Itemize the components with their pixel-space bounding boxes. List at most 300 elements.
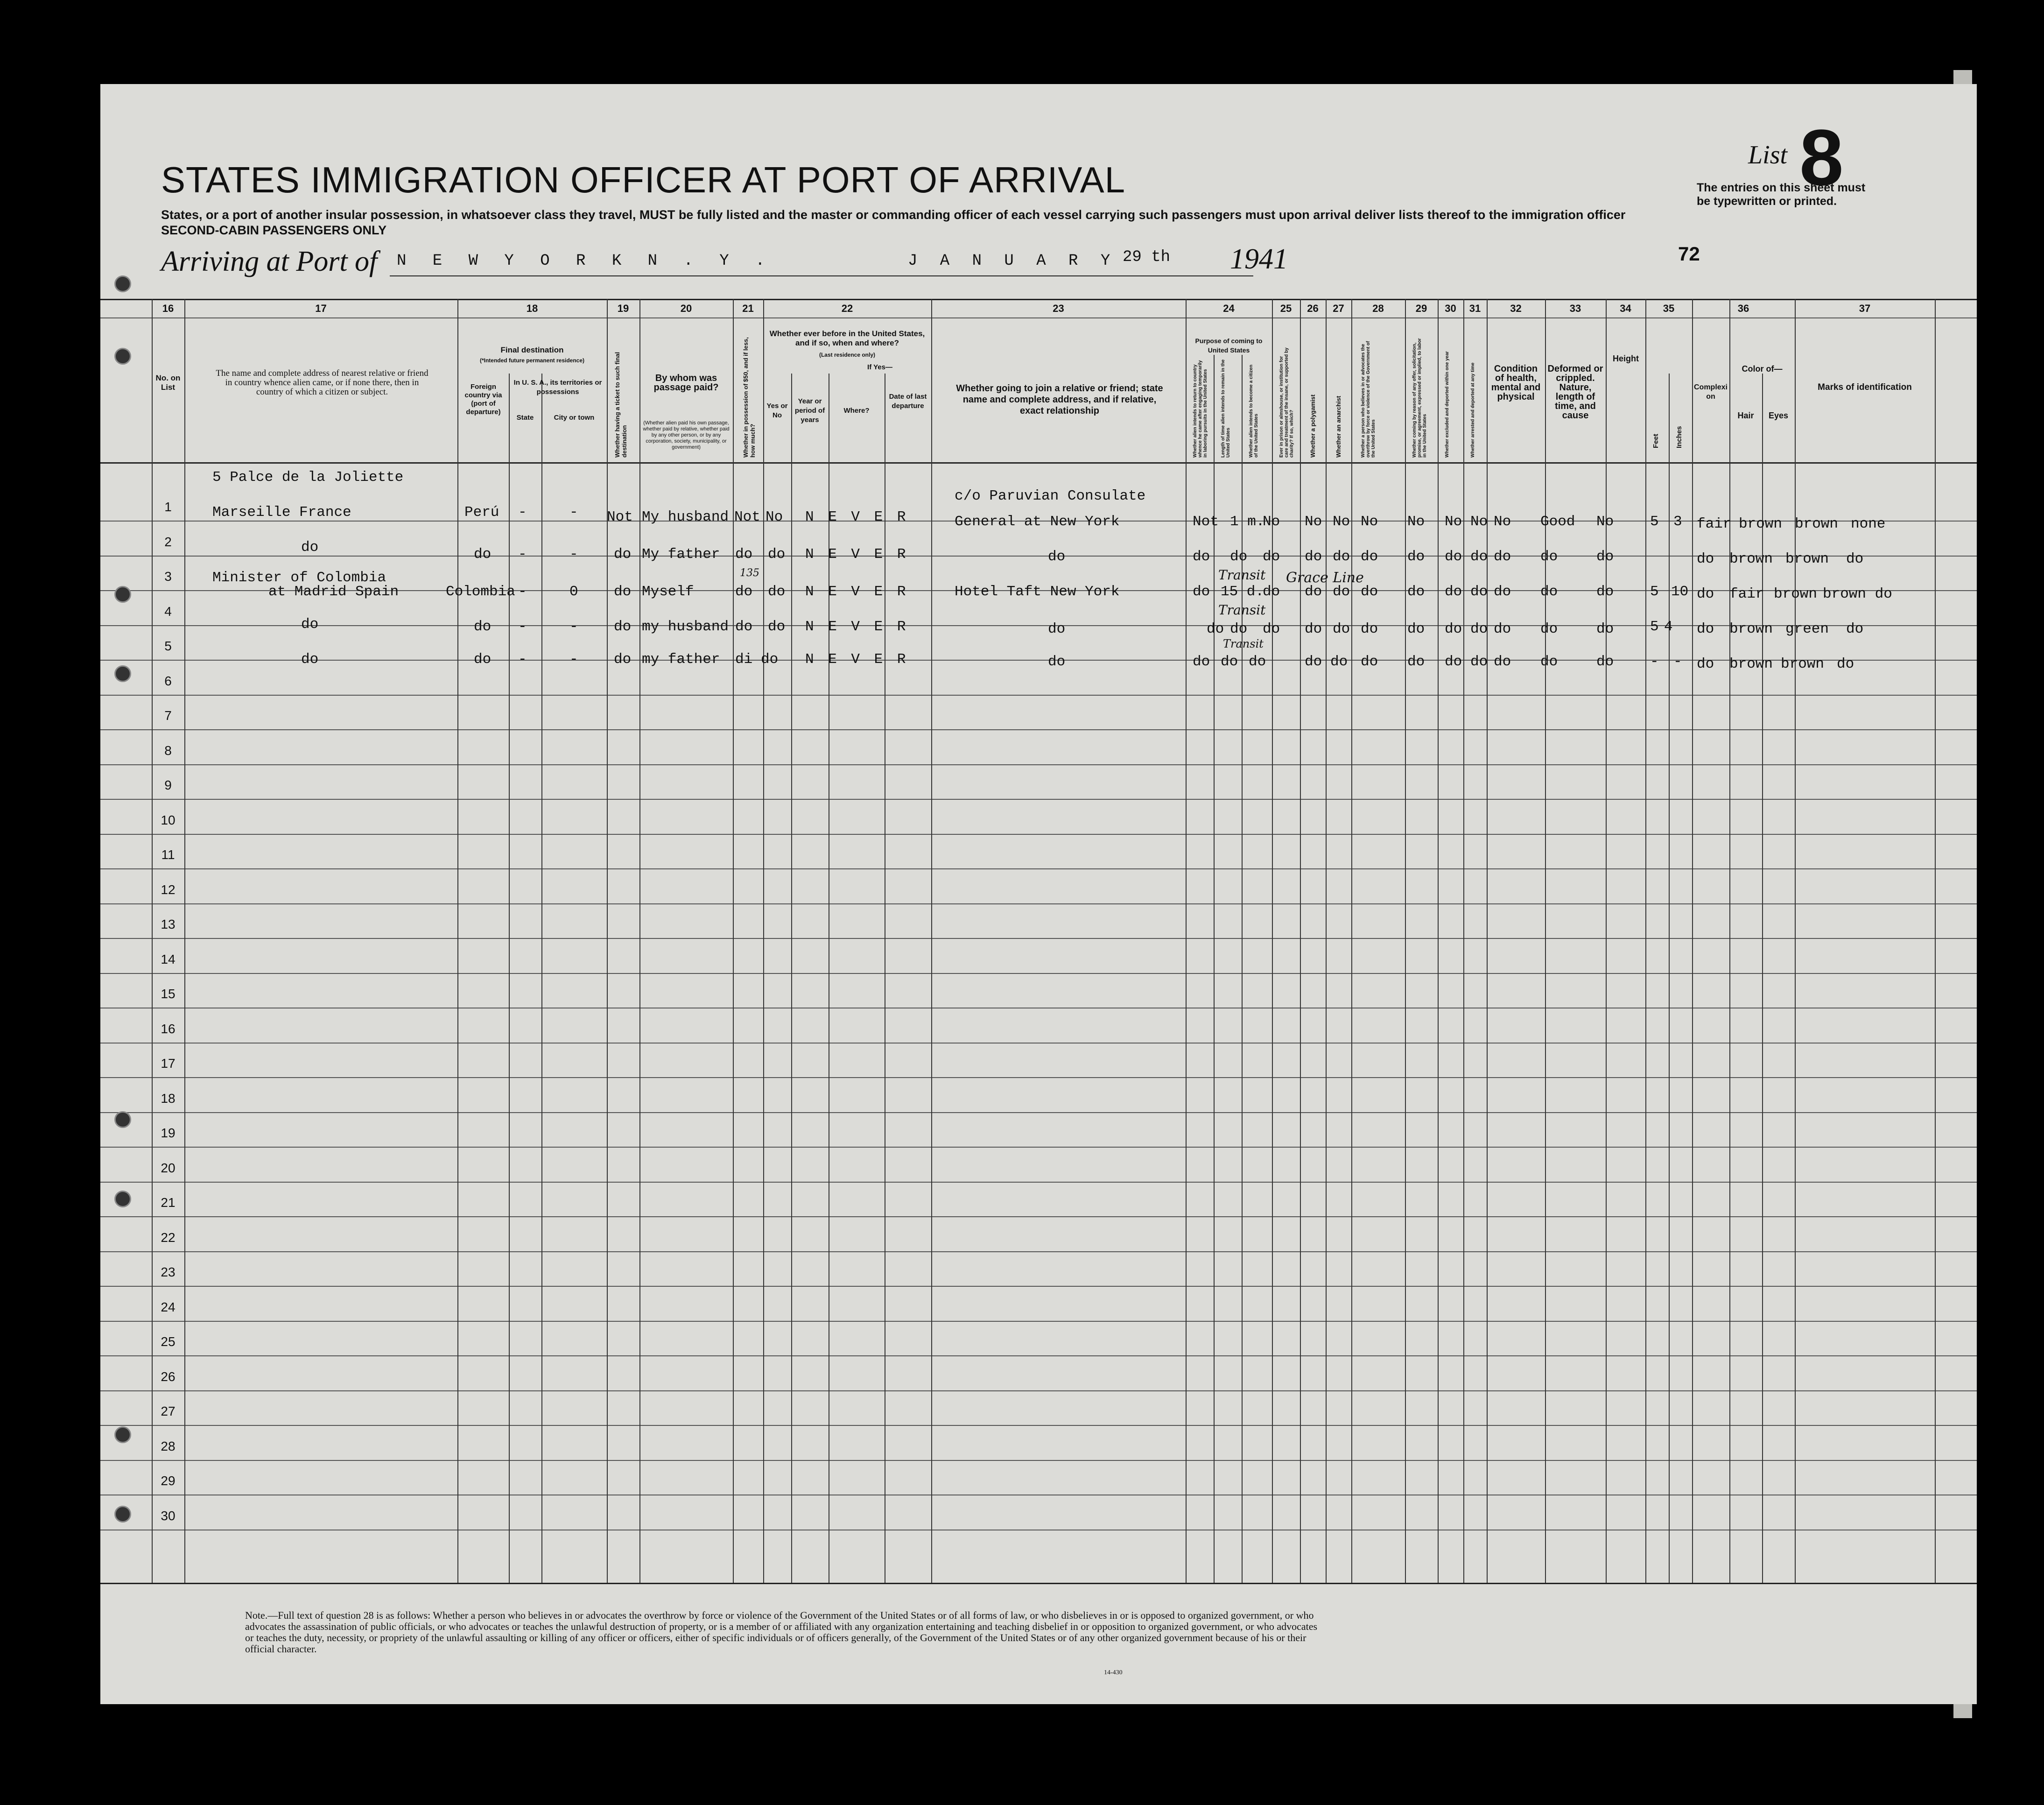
row-4-passage-paid: my husband xyxy=(642,619,729,635)
col-num-30: 30 xyxy=(1445,303,1456,314)
arrival-year: 1941 xyxy=(1230,243,1288,275)
row-2-eyes: brown xyxy=(1785,551,1829,567)
heading-v31: Whether arrested and deported at any time xyxy=(1470,362,1475,458)
row-line xyxy=(100,903,1977,904)
row-5-city: - xyxy=(569,651,578,668)
row-4-city: - xyxy=(569,619,578,635)
row-3-state: - xyxy=(518,584,527,600)
row-line xyxy=(100,1112,1977,1113)
row-2-possession: do xyxy=(735,546,753,563)
row-1-col27: No xyxy=(1361,514,1378,530)
handwritten-grace-line: Grace Line xyxy=(1286,570,1364,586)
row-3-col28: do xyxy=(1407,584,1425,600)
row-2-col28: do xyxy=(1407,549,1425,565)
heading-ticket: Whether having a ticket to such final destination xyxy=(614,352,628,458)
heading-deformed: Deformed or crippled. Nature, length of time, and cause xyxy=(1547,364,1603,421)
row-line xyxy=(100,1460,1977,1461)
col-num-23: 23 xyxy=(1053,303,1064,314)
col-line xyxy=(607,299,608,1583)
col-line xyxy=(931,299,932,1583)
col-line xyxy=(1935,299,1936,1583)
row-4-joining: do xyxy=(1048,621,1066,637)
row-1-state: - xyxy=(518,504,527,521)
row-3-inches: 10 xyxy=(1671,584,1689,600)
col-line xyxy=(1545,299,1546,1583)
row-5-eyes: brown xyxy=(1781,656,1825,672)
col-line xyxy=(1669,374,1670,1583)
row-3-feet: 5 xyxy=(1650,584,1659,600)
row-number: 17 xyxy=(161,1056,176,1071)
row-number: 26 xyxy=(161,1369,176,1384)
row-5-col27: do xyxy=(1361,654,1378,670)
heading-if-yes: If Yes— xyxy=(867,363,892,371)
row-2-purpose-a: do xyxy=(1193,549,1210,565)
row-5-joining: do xyxy=(1048,654,1066,670)
heading-possession: Whether in possession of $50, and if less, how much? xyxy=(742,337,756,458)
row-4-col28: do xyxy=(1407,621,1425,637)
row-4-marks: do xyxy=(1846,621,1864,637)
col-num-31: 31 xyxy=(1469,303,1481,314)
row-1-foreign-country: Perú xyxy=(464,504,499,521)
row-4-col29: do xyxy=(1445,621,1462,637)
row-1-purpose-a: Not xyxy=(1193,514,1219,530)
row-3-address-line-1: Minister of Colombia xyxy=(212,570,386,586)
row-1-inches: 3 xyxy=(1673,514,1682,530)
row-2-complexion: do xyxy=(1697,551,1714,567)
heading-feet: Feet xyxy=(1652,434,1660,448)
col-num-32: 32 xyxy=(1510,303,1522,314)
row-2-city: - xyxy=(569,546,578,563)
heading-no-on-list: No. on List xyxy=(155,374,181,392)
row-4-address: do xyxy=(301,616,319,633)
row-2-col26: do xyxy=(1333,549,1350,565)
row-2-joining: do xyxy=(1048,549,1066,565)
row-1-col30: No xyxy=(1470,514,1488,530)
row-4-col25: do xyxy=(1305,621,1322,637)
row-number: 8 xyxy=(164,743,172,758)
row-4-possession: do xyxy=(735,619,753,635)
page-title: STATES IMMIGRATION OFFICER AT PORT OF ARRIVAL xyxy=(161,159,1126,200)
row-4-never: N E V E R xyxy=(805,619,909,635)
row-1-col29: No xyxy=(1445,514,1462,530)
row-2-hair: brown xyxy=(1729,551,1773,567)
row-number: 2 xyxy=(164,535,172,549)
heading-foreign-country: Foreign country via (port of departure) xyxy=(464,383,502,416)
heading-purpose: Purpose of coming to United States xyxy=(1195,337,1263,354)
heading-ever-before-sub: (Last residence only) xyxy=(819,352,876,358)
heading-state: State xyxy=(516,414,534,422)
row-1-possession: Not xyxy=(734,509,760,525)
heading-in-usa: In U. S. A., its territories or possessions xyxy=(513,379,602,396)
row-3-col26: do xyxy=(1333,584,1350,600)
row-4-complexion: do xyxy=(1697,621,1714,637)
row-line xyxy=(100,938,1977,939)
col-line xyxy=(1606,299,1607,1583)
heading-v29: Whether coming by reason of any offer, solicitation, promise, or agreement, expressed or implied, to labor in the United States xyxy=(1412,338,1427,458)
row-5-never: N E V E R xyxy=(805,651,909,668)
col-num-25: 25 xyxy=(1280,303,1292,314)
entries-note-line-1: The entries on this sheet must xyxy=(1697,181,1866,194)
row-1-joining-line-1: c/o Paruvian Consulate xyxy=(955,488,1146,504)
row-1-passage-paid: My husband xyxy=(642,509,729,525)
row-3-purpose-c: do xyxy=(1263,584,1280,600)
heading-polygamist: Whether a polygamist xyxy=(1309,394,1316,458)
header-bottom-rule xyxy=(100,462,1977,464)
row-3-col25: do xyxy=(1305,584,1322,600)
heading-passage-sub: (Whether alien paid his own passage, whether paid by relative, whether paid by any other person, or by any corporation, society, municipality, or government) xyxy=(643,420,730,450)
row-5-foreign-country: do xyxy=(474,651,492,668)
heading-eyes: Eyes xyxy=(1768,411,1789,420)
col-line xyxy=(1405,299,1406,1583)
row-2-marks: do xyxy=(1846,551,1864,567)
heading-v24a: Whether alien intends to return to country whence he came after engaging temporarily in laboring pursuits in the United States xyxy=(1193,360,1208,458)
row-3-passage-paid: Myself xyxy=(642,584,694,600)
row-3-col27: do xyxy=(1361,584,1378,600)
row-3-col29: do xyxy=(1445,584,1462,600)
heading-v25: Ever in prison or almshouse, or institution for care and treatment of the insane, or supported by charity? If so, which? xyxy=(1279,347,1294,458)
col-line xyxy=(1300,299,1301,1583)
row-5-ever-before: do xyxy=(761,651,779,668)
row-2-state: - xyxy=(518,546,527,563)
row-5-col28: do xyxy=(1407,654,1425,670)
row-number: 16 xyxy=(161,1022,176,1036)
col-num-37: 37 xyxy=(1859,303,1871,314)
row-3-city: 0 xyxy=(569,584,578,600)
row-line xyxy=(100,1147,1977,1148)
row-1-address-line-2: Marseille France xyxy=(212,504,351,521)
row-number: 20 xyxy=(161,1161,176,1175)
heading-hair: Hair xyxy=(1737,411,1754,420)
row-4-ever-before: do xyxy=(768,619,786,635)
row-3-ever-before: do xyxy=(768,584,786,600)
row-2-col29: do xyxy=(1445,549,1462,565)
heading-v30: Whether excluded and deported within one year xyxy=(1445,351,1450,458)
arrival-day: 29 th xyxy=(1123,248,1171,266)
row-1-purpose-b: 1 m. xyxy=(1230,514,1265,530)
row-number: 19 xyxy=(161,1126,176,1140)
row-line xyxy=(100,1286,1977,1287)
row-2-col25: do xyxy=(1305,549,1322,565)
row-number: 22 xyxy=(161,1230,176,1245)
punch-hole xyxy=(114,1191,131,1207)
col-num-17: 17 xyxy=(315,303,327,314)
colnum-rule xyxy=(100,317,1977,318)
row-1-col28: No xyxy=(1407,514,1425,530)
heading-marks: Marks of identification xyxy=(1818,382,1912,392)
row-line xyxy=(100,1355,1977,1356)
row-number: 11 xyxy=(161,847,175,862)
col-num-22: 22 xyxy=(841,303,853,314)
row-4-deformed: do xyxy=(1596,621,1614,637)
col-line xyxy=(1326,299,1327,1583)
col-line xyxy=(639,299,640,1583)
col-line xyxy=(184,299,185,1583)
row-line xyxy=(100,556,1977,557)
row-5-purpose-b: do xyxy=(1221,654,1238,670)
row-number: 27 xyxy=(161,1404,176,1418)
row-2-col31: do xyxy=(1494,549,1511,565)
heading-v28: Whether a person who believes in or advocates the overthrow by force or violence of the Government of the United States xyxy=(1361,341,1376,458)
col-line xyxy=(1186,299,1187,1583)
row-5-complexion: do xyxy=(1697,656,1714,672)
row-line xyxy=(100,695,1977,696)
row-4-col27: do xyxy=(1361,621,1378,637)
row-line xyxy=(100,660,1977,661)
row-4-health: do xyxy=(1540,621,1558,637)
row-3-purpose-a: do xyxy=(1193,584,1210,600)
row-2-address: do xyxy=(301,539,319,556)
row-5-address: do xyxy=(301,651,319,668)
heading-ever-before: Whether ever before in the United States, and if so, when and where? xyxy=(769,329,925,347)
manifest-sheet xyxy=(100,84,1977,1704)
col-line xyxy=(1272,299,1273,1583)
row-number: 24 xyxy=(161,1300,176,1314)
col-line xyxy=(541,374,542,1583)
row-5-health: do xyxy=(1540,654,1558,670)
row-3-complexion: do xyxy=(1697,586,1714,602)
col-num-26: 26 xyxy=(1307,303,1319,314)
row-1-hair: brown xyxy=(1739,516,1783,532)
col-line xyxy=(1351,299,1352,1583)
col-num-16: 16 xyxy=(162,303,174,314)
punch-hole xyxy=(114,665,131,682)
row-5-col31: do xyxy=(1494,654,1511,670)
manifest-grid xyxy=(100,84,1977,1704)
row-5-inches: - xyxy=(1673,654,1682,670)
grid-top-rule xyxy=(100,299,1977,300)
row-3-marks: brown do xyxy=(1823,586,1892,602)
entries-note-line-2: be typewritten or printed. xyxy=(1697,195,1837,208)
row-number: 29 xyxy=(161,1474,176,1488)
row-number: 6 xyxy=(164,674,172,688)
col-line xyxy=(1463,299,1464,1583)
col-line xyxy=(509,374,510,1583)
col-line xyxy=(791,374,792,1583)
row-1-address-line-1: 5 Palce de la Joliette xyxy=(212,469,404,486)
row-line xyxy=(100,729,1977,730)
row-5-col30: do xyxy=(1470,654,1488,670)
heading-health: Condition of health, mental and physical xyxy=(1491,364,1541,402)
row-4-purpose-c: do xyxy=(1263,621,1280,637)
punch-hole xyxy=(114,1111,131,1128)
heading-anarchist: Whether an anarchist xyxy=(1335,395,1342,458)
heading-inches: Inches xyxy=(1675,426,1683,448)
arrival-month: J A N U A R Y xyxy=(908,252,1117,270)
row-4-feet: 5 xyxy=(1650,619,1659,635)
handwritten-transit-2: Transit xyxy=(1218,602,1266,618)
heading-height: Height xyxy=(1613,354,1639,363)
handwritten-transit-1: Transit xyxy=(1218,567,1266,583)
row-line xyxy=(100,625,1977,626)
col-num-36: 36 xyxy=(1737,303,1749,314)
col-line xyxy=(1795,299,1796,1583)
row-3-joining: Hotel Taft New York xyxy=(955,584,1120,600)
heading-city: City or town xyxy=(554,414,595,422)
row-3-never: N E V E R xyxy=(805,584,909,600)
heading-date-last: Date of last departure xyxy=(889,393,927,410)
col-num-18: 18 xyxy=(526,303,538,314)
row-1-deformed: No xyxy=(1596,514,1614,530)
heading-joining: Whether going to join a relative or friend; state name and complete address, and if relative, exact relationship xyxy=(956,383,1163,416)
row-2-foreign-country: do xyxy=(474,546,492,563)
row-number: 9 xyxy=(164,778,172,792)
row-line xyxy=(100,1077,1977,1078)
col-line xyxy=(1645,299,1646,1583)
col-line xyxy=(457,299,458,1583)
row-4-col31: do xyxy=(1494,621,1511,637)
row-4-eyes: green xyxy=(1785,621,1829,637)
col-line xyxy=(1487,299,1488,1583)
row-5-purpose-a: do xyxy=(1193,654,1210,670)
row-1-marks: none xyxy=(1851,516,1886,532)
row-3-hair: fair xyxy=(1729,586,1764,602)
row-1-health: Good xyxy=(1540,514,1575,530)
col-num-24: 24 xyxy=(1223,303,1235,314)
heading-where: Where? xyxy=(843,407,870,415)
row-number: 10 xyxy=(161,813,176,827)
row-1-ticket: Not xyxy=(607,509,633,525)
form-code: 14-430 xyxy=(1104,1669,1123,1676)
row-5-state: - xyxy=(518,651,527,668)
col-line xyxy=(763,299,764,1583)
col-num-34: 34 xyxy=(1620,303,1631,314)
row-number: 21 xyxy=(161,1195,176,1210)
row-number: 5 xyxy=(164,639,172,653)
heading-final-destination: Final destination xyxy=(500,345,564,354)
row-4-foreign-country: do xyxy=(474,619,492,635)
punch-hole xyxy=(114,348,131,365)
row-1-city: - xyxy=(569,504,578,521)
row-line xyxy=(100,1390,1977,1391)
row-5-passage-paid: my father xyxy=(642,651,720,668)
row-4-state: - xyxy=(518,619,527,635)
row-5-col25: do xyxy=(1305,654,1322,670)
col-num-29: 29 xyxy=(1415,303,1427,314)
col-line xyxy=(1729,299,1730,1583)
handwritten-possession-note: 135 xyxy=(740,567,759,579)
col-line xyxy=(1692,299,1693,1583)
row-3-col31: do xyxy=(1494,584,1511,600)
punch-hole xyxy=(114,1506,131,1523)
col-num-20: 20 xyxy=(680,303,692,314)
row-number: 25 xyxy=(161,1334,176,1349)
row-line xyxy=(100,1182,1977,1183)
row-number: 13 xyxy=(161,917,176,931)
row-1-col31: No xyxy=(1494,514,1511,530)
row-5-feet: - xyxy=(1650,654,1659,670)
row-1-feet: 5 xyxy=(1650,514,1659,530)
row-4-purpose-b: do xyxy=(1230,621,1248,637)
row-line xyxy=(100,1321,1977,1322)
row-1-ever-before: No xyxy=(766,509,783,525)
row-3-health: do xyxy=(1540,584,1558,600)
row-5-col26: do xyxy=(1330,654,1348,670)
col-line xyxy=(1214,355,1215,1583)
col-line xyxy=(1438,299,1439,1583)
row-5-hair: brown xyxy=(1729,656,1773,672)
row-3-possession: do xyxy=(735,584,753,600)
row-line xyxy=(100,1216,1977,1217)
row-2-col30: do xyxy=(1470,549,1488,565)
heading-complexion: Complexion xyxy=(1693,383,1728,401)
footnote: Note.—Full text of question 28 is as follows: Whether a person who believes in or advocates the overthrow by force or violence of the Government of the United States or of all forms of law, or who disbelieves in or is opposed to organized government, or who advocates the assassination of public officials, or who advocates or teaches the unlawful destruction of property, or is a member of or affiliated with any organization entertaining and teaching disbelief in or opposition to organized government, or who advocates or teaches the duty, necessity, or propriety of the unlawful assaulting or killing of any officer or officers, either of specific individuals or of officers generally, of the Government of the United States or of any other organized government because of his or their official character. xyxy=(245,1609,1318,1655)
handwritten-transit-3: Transit xyxy=(1223,637,1264,650)
heading-passage: By whom was passage paid? xyxy=(653,373,719,393)
row-4-hair: brown xyxy=(1729,621,1773,637)
col-line xyxy=(733,299,734,1583)
row-4-col30: do xyxy=(1470,621,1488,637)
col-line xyxy=(152,299,153,1583)
heading-v24b: Length of time alien intends to remain in the United States xyxy=(1221,359,1231,458)
punch-hole xyxy=(114,586,131,603)
row-2-col27: do xyxy=(1361,549,1378,565)
row-5-ticket: do xyxy=(614,651,632,668)
row-3-purpose-b: 15 d. xyxy=(1221,584,1264,600)
grid-bottom-rule xyxy=(100,1583,1977,1584)
row-3-ticket: do xyxy=(614,584,632,600)
row-2-ever-before: do xyxy=(768,546,786,563)
row-1-col26: No xyxy=(1333,514,1350,530)
row-line xyxy=(100,1425,1977,1426)
row-3-address-line-2: at Madrid Spain xyxy=(268,584,399,600)
row-number: 12 xyxy=(161,882,176,897)
row-line xyxy=(100,868,1977,869)
row-2-ticket: do xyxy=(614,546,632,563)
row-number: 1 xyxy=(164,500,172,514)
row-1-col25: No xyxy=(1305,514,1322,530)
row-number: 3 xyxy=(164,569,172,584)
row-2-purpose-b: do xyxy=(1230,549,1248,565)
heading-year-period: Year or period of years xyxy=(794,397,825,424)
col-num-33: 33 xyxy=(1569,303,1581,314)
heading-v24c: Whether alien intends to become a citizen of the United States xyxy=(1249,365,1259,458)
row-2-deformed: do xyxy=(1596,549,1614,565)
sheet-number: 72 xyxy=(1678,243,1700,265)
instruction-line: States, or a port of another insular possession, in whatsoever class they travel, MUST be fully listed and the master or commanding officer of each vessel carrying such passengers must upon arrival deliver lists thereof to the immigration officer xyxy=(161,208,1626,222)
row-line xyxy=(100,1043,1977,1044)
heading-relative: The name and complete address of nearest relative or friend in country whence alien came, or if none there, then in country of which a citizen or subject. xyxy=(216,368,428,397)
row-3-deformed: do xyxy=(1596,584,1614,600)
heading-final-dest-sub: (*Intended future permanent residence) xyxy=(479,357,585,364)
col-num-28: 28 xyxy=(1372,303,1384,314)
row-4-purpose-a: do xyxy=(1207,621,1224,637)
row-2-never: N E V E R xyxy=(805,546,909,563)
cabin-class: SECOND-CABIN PASSENGERS ONLY xyxy=(161,223,387,237)
row-2-health: do xyxy=(1540,549,1558,565)
row-3-foreign-country: Colombia xyxy=(446,584,515,600)
list-number: 8 xyxy=(1799,113,1844,202)
row-4-ticket: do xyxy=(614,619,632,635)
row-3-eyes: brown xyxy=(1774,586,1818,602)
row-1-purpose-c: No xyxy=(1263,514,1280,530)
arriving-label: Arriving at Port of xyxy=(161,246,378,277)
row-1-complexion: fair xyxy=(1697,516,1732,532)
row-3-col30: do xyxy=(1470,584,1488,600)
row-1-never: N E V E R xyxy=(805,509,909,525)
row-5-deformed: do xyxy=(1596,654,1614,670)
row-number: 30 xyxy=(161,1509,176,1523)
row-line xyxy=(100,973,1977,974)
heading-yes-no: Yes or No xyxy=(766,402,788,419)
row-number: 23 xyxy=(161,1265,176,1279)
row-5-purpose-c: do xyxy=(1249,654,1266,670)
row-4-inches: 4 xyxy=(1664,619,1673,635)
row-4-col26: do xyxy=(1333,621,1350,637)
row-number: 15 xyxy=(161,987,176,1001)
row-5-col29: do xyxy=(1445,654,1462,670)
row-1-joining-line-2: General at New York xyxy=(955,514,1120,530)
row-line xyxy=(100,799,1977,800)
